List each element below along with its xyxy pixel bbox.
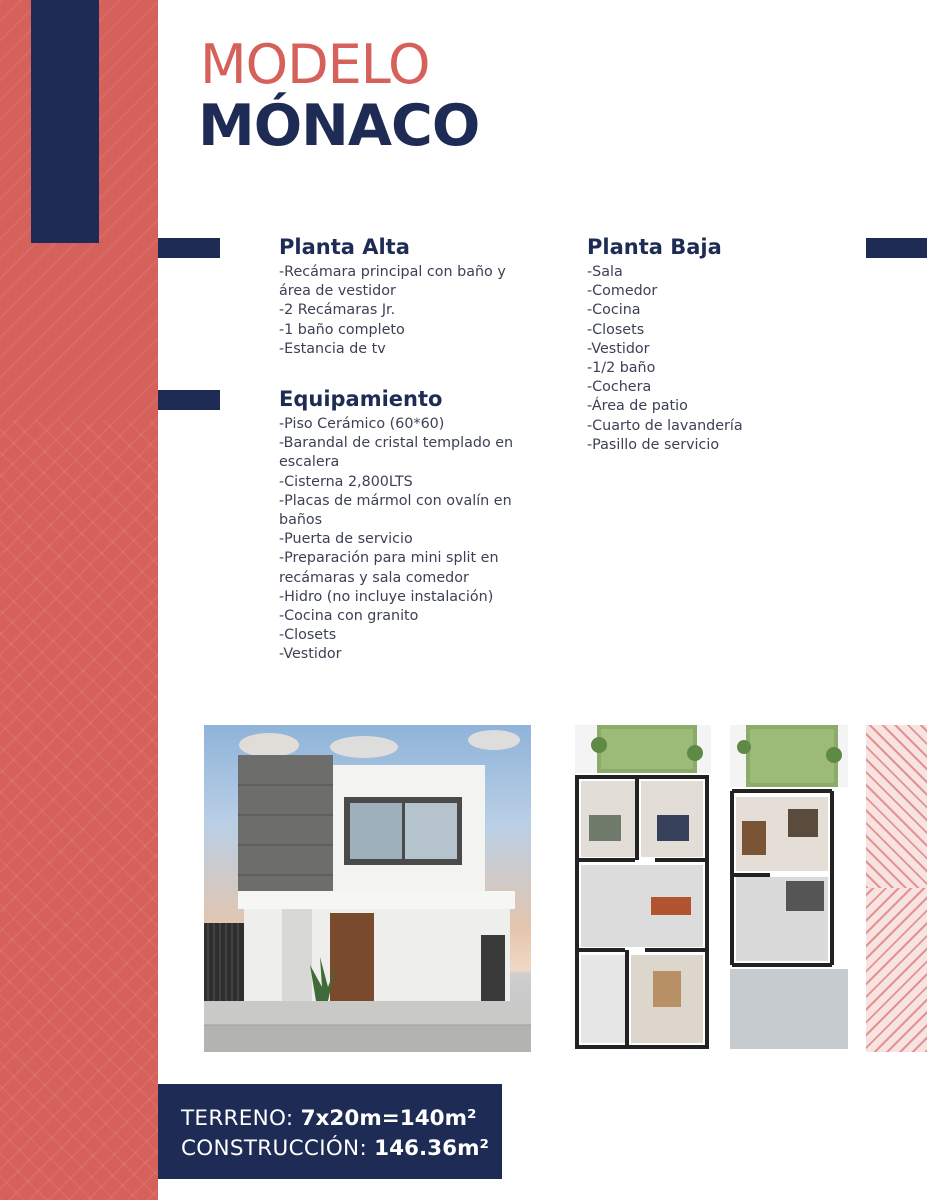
list-item: -Pasillo de servicio [587, 436, 720, 453]
list-item: -Cocina [587, 302, 641, 319]
list-item: -Comedor [587, 283, 658, 300]
list-item: -Sala [587, 264, 623, 280]
list-item: -Estancia de tv [279, 340, 386, 357]
list-item: -Placas de mármol con ovalín en [279, 492, 512, 509]
list-item: -Puerta de servicio [279, 531, 413, 548]
house-facade-illustration [204, 725, 531, 1052]
equipamiento-section [279, 386, 549, 665]
floor-plan-upper [575, 725, 711, 1049]
list-item: -Vestidor [279, 646, 342, 663]
terreno-line [181, 1104, 502, 1134]
construccion-line [181, 1134, 502, 1164]
planta-baja-heading: Planta Baja [587, 235, 722, 259]
floor-plan-ground-illustration [730, 725, 848, 1049]
list-item: -Cocina con granito [279, 608, 419, 625]
list-item: -Closets [587, 321, 645, 338]
list-item: -Hidro (no incluye instalación) [279, 588, 494, 605]
list-item: -1 baño completo [279, 321, 405, 338]
specs-box [158, 1084, 502, 1179]
list-item: -Vestidor [587, 340, 650, 357]
planta-baja-marker [866, 238, 927, 258]
planta-baja-list [587, 263, 807, 455]
title-monaco: MÓNACO [198, 93, 480, 159]
decorative-pattern-panel [866, 725, 927, 1052]
list-item: -Preparación para mini split en [279, 550, 499, 567]
planta-baja-section [587, 234, 807, 455]
terreno-label: TERRENO: [181, 1106, 301, 1131]
title-modelo: MODELO [200, 33, 430, 96]
band-stripe-pattern [0, 420, 158, 1200]
equipamiento-heading: Equipamiento [279, 387, 443, 411]
list-item: baños [279, 512, 323, 529]
floor-plan-upper-illustration [575, 725, 711, 1049]
list-item: -Recámara principal con baño y [279, 264, 506, 280]
construccion-value: 146.36m² [374, 1136, 489, 1161]
list-item: -Barandal de cristal templado en [279, 435, 514, 452]
list-item: -1/2 baño [587, 360, 656, 377]
equipamiento-marker [158, 390, 220, 410]
list-item: escalera [279, 454, 340, 471]
list-item: -Cuarto de lavandería [587, 417, 743, 434]
equipamiento-list [279, 415, 549, 665]
floor-plan-ground [730, 725, 848, 1049]
list-item: -2 Recámaras Jr. [279, 302, 396, 319]
planta-alta-heading: Planta Alta [279, 235, 410, 259]
list-item: recámaras y sala comedor [279, 569, 469, 586]
list-item: -Cisterna 2,800LTS [279, 473, 413, 490]
list-item: -Piso Cerámico (60*60) [279, 416, 445, 432]
house-facade-photo [204, 725, 531, 1052]
navy-accent-bar [31, 0, 99, 243]
list-item: -Closets [279, 627, 337, 644]
list-item: área de vestidor [279, 283, 396, 300]
terreno-value: 7x20m=140m² [300, 1106, 477, 1131]
planta-alta-marker [158, 238, 220, 258]
planta-alta-list [279, 263, 549, 359]
list-item: -Cochera [587, 379, 652, 396]
planta-alta-section [279, 234, 549, 359]
construccion-label: CONSTRUCCIÓN: [181, 1136, 375, 1161]
list-item: -Área de patio [587, 398, 688, 415]
